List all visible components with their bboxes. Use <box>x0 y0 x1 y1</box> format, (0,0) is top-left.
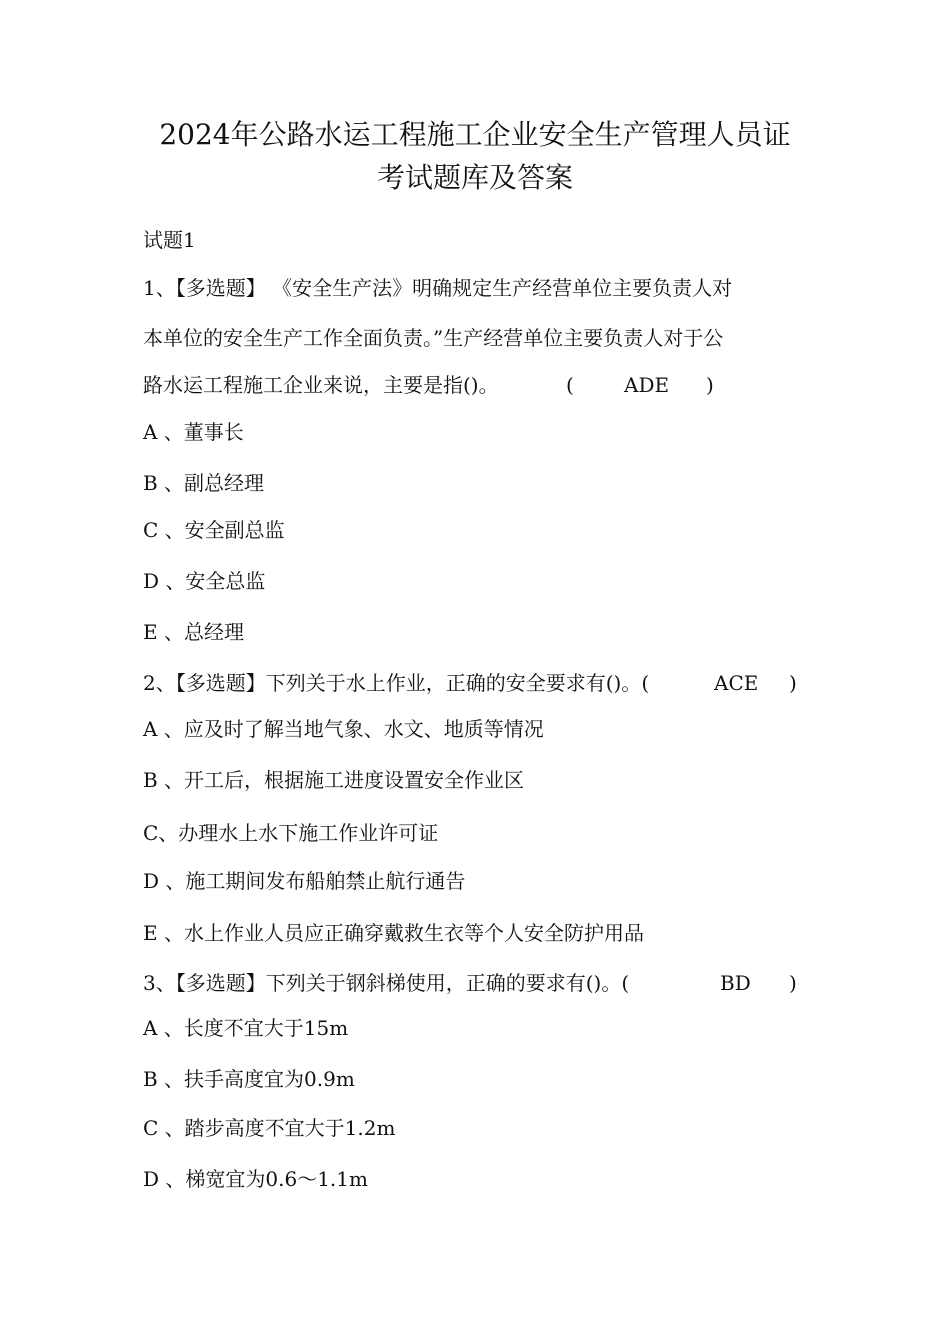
question-3-text-line-1: 3、【多选题】下列关于钢斜梯使用，正确的要求有()。( <box>143 971 630 995</box>
question-1-answer: ADE <box>624 373 670 397</box>
question-3-option-b: B 、扶手高度宜为0.9m <box>143 1067 355 1091</box>
question-1-text-line-2: 本单位的安全生产工作全面负责。”生产经营单位主要负责人对于公 <box>143 326 724 350</box>
document-title-line-2: 考试题库及答案 <box>376 161 573 194</box>
question-2-option-d: D 、施工期间发布船舶禁止航行通告 <box>143 869 466 893</box>
question-1-option-d: D 、安全总监 <box>143 569 266 593</box>
question-3-option-a: A 、长度不宜大于15m <box>143 1016 349 1040</box>
question-3-answer: BD <box>720 971 751 995</box>
document-title-line-1: 2024年公路水运工程施工企业安全生产管理人员证 <box>159 118 791 151</box>
question-2-option-a: A 、应及时了解当地气象、水文、地质等情况 <box>143 717 544 741</box>
question-3-option-d: D 、梯宽宜为0.6～1.1m <box>143 1167 368 1191</box>
question-2-answer: ACE <box>714 671 759 695</box>
question-1-text-line-1: 1、【多选题】 《安全生产法》明确规定生产经营单位主要负责人对 <box>143 276 733 300</box>
question-1-option-e: E 、总经理 <box>143 620 244 644</box>
question-1-text-line-3-body: 路水运工程施工企业来说，主要是指()。 <box>143 373 499 397</box>
question-3-option-c: C 、踏步高度不宜大于1.2m <box>143 1116 396 1140</box>
question-2-option-c: C、办理水上水下施工作业许可证 <box>143 821 439 845</box>
question-1-paren-open: ( <box>566 373 574 397</box>
question-2-option-b: B 、开工后，根据施工进度设置安全作业区 <box>143 768 525 792</box>
question-2-text-line-1: 2、【多选题】下列关于水上作业，正确的安全要求有()。( <box>143 671 650 695</box>
question-1-option-a: A 、董事长 <box>143 420 244 444</box>
section-heading: 试题1 <box>143 228 196 252</box>
question-2-option-e: E 、水上作业人员应正确穿戴救生衣等个人安全防护用品 <box>143 921 644 945</box>
question-1-text-line-3 <box>143 372 499 398</box>
question-1-paren-close: ) <box>706 373 714 397</box>
question-2-paren-close: ) <box>789 671 797 695</box>
question-1-option-b: B 、副总经理 <box>143 471 265 495</box>
question-3-paren-close: ) <box>789 971 797 995</box>
question-1-option-c: C 、安全副总监 <box>143 518 285 542</box>
